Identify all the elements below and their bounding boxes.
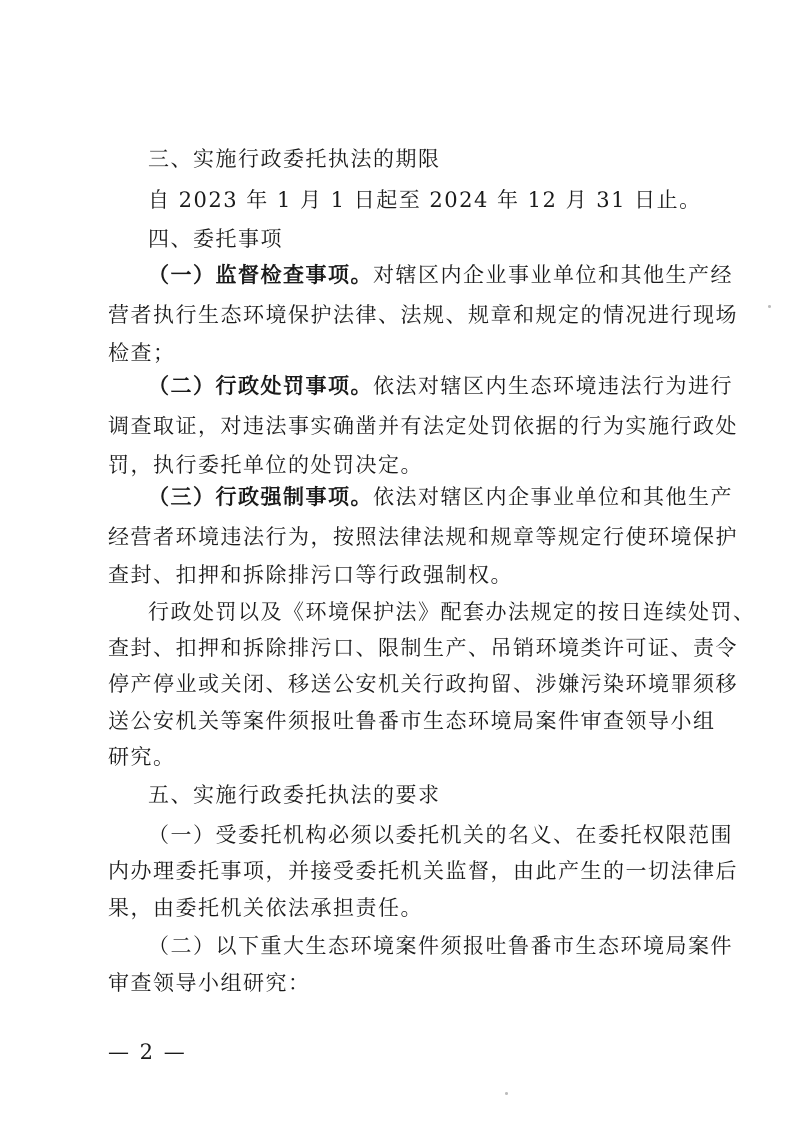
s5-item1-line2: 内办理委托事项，并接受委托机关监督，由此产生的一切法律后: [108, 859, 738, 883]
item1-label: （一）监督检查事项。: [148, 262, 373, 287]
note-line1: 行政处罚以及《环境保护法》配套办法规定的按日连续处罚、: [148, 600, 756, 624]
scan-speck: [768, 305, 771, 308]
item3-line3: 查封、扣押和拆除排污口等行政强制权。: [108, 563, 513, 587]
item2-label: （二）行政处罚事项。: [148, 373, 373, 398]
section5-heading: 五、实施行政委托执法的要求: [148, 783, 441, 807]
section4-heading: 四、委托事项: [148, 227, 283, 251]
note-line2: 查封、扣押和拆除排污口、限制生产、吊销环境类许可证、责令: [108, 636, 738, 660]
item3-text: 依法对辖区内企事业单位和其他生产: [373, 485, 733, 509]
item3-line1: [148, 482, 748, 512]
item1-line3: 检查；: [108, 341, 176, 365]
note-line4: 送公安机关等案件须报吐鲁番市生态环境局案件审查领导小组: [108, 709, 716, 733]
s5-item2-line1: （二）以下重大生态环境案件须报吐鲁番市生态环境局案件: [148, 934, 733, 958]
item3-line2: 经营者环境违法行为，按照法律法规和规章等规定行使环境保护: [108, 525, 738, 549]
s5-item1-line3: 果，由委托机关依法承担责任。: [108, 896, 423, 920]
section3-heading: 三、实施行政委托执法的期限: [148, 147, 441, 171]
item2-line1: [148, 371, 748, 401]
note-line5: 研究。: [108, 745, 176, 769]
s5-item1-line1: （一）受委托机构必须以委托机关的名义、在委托权限范围: [148, 823, 733, 847]
item2-line3: 罚，执行委托单位的处罚决定。: [108, 453, 423, 477]
page-number: — 2 —: [108, 1040, 187, 1064]
item1-line1: [148, 260, 748, 290]
section3-text: 自 2023 年 1 月 1 日起至 2024 年 12 月 31 日止。: [148, 188, 702, 212]
item1-text: 对辖区内企业事业单位和其他生产经: [373, 263, 733, 287]
note-line3: 停产停业或关闭、移送公安机关行政拘留、涉嫌污染环境罪须移: [108, 672, 738, 696]
item2-line2: 调查取证，对违法事实确凿并有法定处罚依据的行为实施行政处: [108, 414, 738, 438]
item1-line2: 营者执行生态环境保护法律、法规、规章和规定的情况进行现场: [108, 303, 738, 327]
s5-item2-line2: 审查领导小组研究：: [108, 971, 311, 995]
scan-speck: [505, 1092, 508, 1095]
item2-text: 依法对辖区内生态环境违法行为进行: [373, 374, 733, 398]
item3-label: （三）行政强制事项。: [148, 484, 373, 509]
